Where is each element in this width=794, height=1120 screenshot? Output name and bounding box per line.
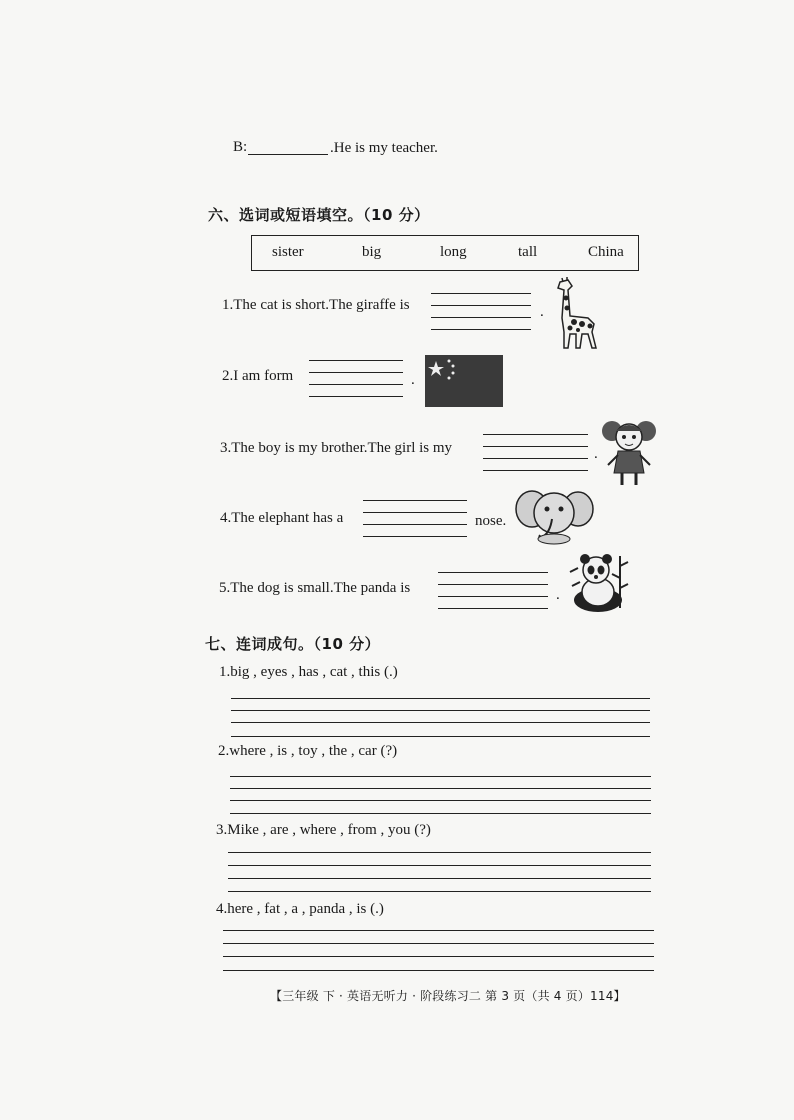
writing-line — [228, 878, 651, 879]
answer-line — [438, 596, 548, 597]
answer-line — [309, 360, 403, 361]
writing-line[interactable] — [223, 930, 654, 931]
fill-item-4-text: 4.The elephant has a — [220, 510, 344, 526]
writing-line — [231, 722, 650, 723]
word-bank-item: long — [440, 244, 467, 260]
answer-line[interactable] — [438, 584, 548, 585]
fill-item-4-end: nose. — [475, 513, 507, 529]
writing-line — [230, 813, 651, 814]
fill-item-3-end: . — [594, 446, 598, 462]
word-bank-item: tall — [518, 244, 538, 260]
fill-item-1-end: . — [540, 304, 544, 320]
writing-line — [230, 800, 651, 801]
writing-line — [223, 956, 654, 957]
answer-line[interactable] — [483, 446, 588, 447]
reorder-item-3-text: 3.Mike , are , where , from , you (?) — [216, 822, 431, 838]
writing-line[interactable] — [230, 776, 651, 777]
writing-line — [223, 943, 654, 944]
fill-item-2-end: . — [411, 372, 415, 388]
word-bank-box — [251, 235, 639, 271]
page-footer: 【三年级 下 · 英语无听力 · 阶段练习二 第 3 页（共 4 页）114】 — [270, 989, 626, 1003]
answer-line — [309, 384, 403, 385]
word-bank-item: sister — [272, 244, 304, 260]
answer-line[interactable] — [363, 512, 467, 513]
answer-b-suffix: .He is my teacher. — [330, 140, 438, 156]
fill-item-2-text: 2.I am form — [222, 368, 294, 384]
answer-line — [431, 329, 531, 330]
reorder-item-1-text: 1.big , eyes , has , cat , this (.) — [219, 664, 398, 680]
answer-line — [438, 572, 548, 573]
china-flag-icon — [425, 355, 503, 407]
section-7-heading: 七、连词成句。（10 分） — [205, 635, 381, 653]
reorder-item-4-text: 4.here , fat , a , panda , is (.) — [216, 901, 384, 917]
answer-blank[interactable] — [248, 154, 328, 155]
writing-line — [228, 891, 651, 892]
word-bank-item: China — [588, 244, 624, 260]
writing-line[interactable] — [231, 698, 650, 699]
answer-b-prefix: B: — [233, 139, 248, 155]
writing-line — [228, 865, 651, 866]
answer-line — [483, 470, 588, 471]
answer-line — [438, 608, 548, 609]
word-bank-item: big — [362, 244, 382, 260]
answer-line — [483, 434, 588, 435]
panda-icon — [568, 552, 630, 616]
girl-icon — [600, 417, 658, 489]
fill-item-1-text: 1.The cat is short.The giraffe is — [222, 297, 410, 313]
answer-line — [363, 536, 467, 537]
reorder-item-2-text: 2.where , is , toy , the , car (?) — [218, 743, 398, 759]
answer-line — [431, 317, 531, 318]
writing-line[interactable] — [228, 852, 651, 853]
fill-item-5-text: 5.The dog is small.The panda is — [219, 580, 411, 596]
writing-line — [223, 970, 654, 971]
writing-line — [231, 736, 650, 737]
writing-line — [231, 710, 650, 711]
answer-line[interactable] — [309, 372, 403, 373]
answer-line — [431, 293, 531, 294]
answer-line — [363, 524, 467, 525]
answer-line — [483, 458, 588, 459]
answer-line — [309, 396, 403, 397]
fill-item-3-text: 3.The boy is my brother.The girl is my — [220, 440, 453, 456]
fill-item-5-end: . — [556, 587, 560, 603]
answer-line — [363, 500, 467, 501]
answer-line[interactable] — [431, 305, 531, 306]
writing-line — [230, 788, 651, 789]
section-6-heading: 六、选词或短语填空。（10 分） — [208, 206, 430, 224]
elephant-icon — [514, 487, 594, 545]
giraffe-icon — [548, 276, 600, 350]
